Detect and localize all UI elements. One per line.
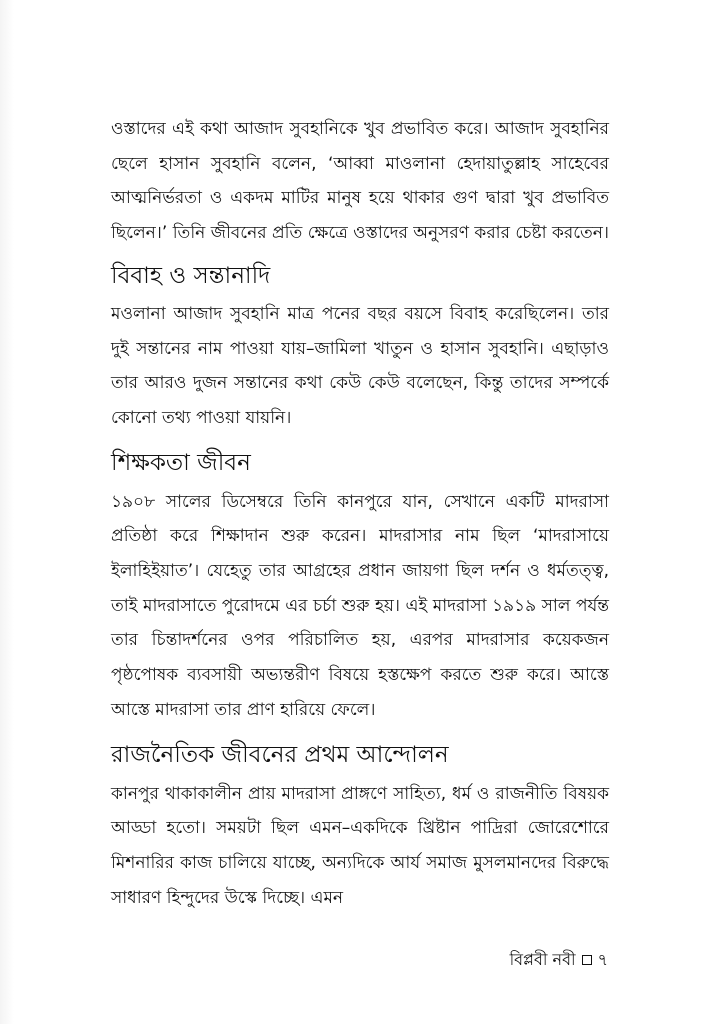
heading-teaching-life: শিক্ষকতা জীবন (111, 449, 251, 476)
page-footer (510, 950, 608, 970)
page-number: ৭ (597, 950, 608, 969)
running-book-title: বিপ্লবী নবী (509, 950, 576, 969)
paragraph-teaching: ১৯০৮ সালের ডিসেম্বরে তিনি কানপুরে যান, সেখানে একটি মাদরাসা প্রতিষ্ঠা করে শিক্ষাদান শুরু করেন। মাদরাসার নাম ছিল ‘মাদরাসায়ে ইলাহিইয়াত’। যেহেতু তার আগ্রহের প্রধান জায়গা ছিল দর্শন ও ধর্মতত্ত্ব, তাই মাদরাসাতে পুরোদমে এর চর্চা শুরু হয়। এই মাদরাসা ১৯১৯ সাল পর্যন্ত তার চিন্তাদর্শনের ওপর পরিচালিত হয়, এরপর মাদরাসার কয়েকজন পৃষ্ঠপোষক ব্যবসায়ী অভ্যন্তরীণ বিষয়ে হস্তক্ষেপ করতে শুরু করে। আস্তে আস্তে মাদরাসা তার প্রাণ হারিয়ে ফেলে। (111, 491, 609, 720)
page-body (111, 112, 609, 915)
square-separator-icon (582, 955, 592, 965)
paragraph-marriage: মওলানা আজাদ সুবহানি মাত্র পনের বছর বয়সে বিবাহ করেছিলেন। তার দুই সন্তানের নাম পাওয়া যায়–জামিলা খাতুন ও হাসান সুবহানি। এছাড়াও তার আরও দুজন সন্তানের কথা কেউ কেউ বলেছেন, কিন্তু তাদের সম্পর্কে কোনো তথ্য পাওয়া যায়নি। (111, 303, 609, 428)
paragraph-kanpur: কানপুর থাকাকালীন প্রায় মাদরাসা প্রাঙ্গণে সাহিত্য, ধর্ম ও রাজনীতি বিষয়ক আড্ডা হতো। সময়টা ছিল এমন–একদিকে খ্রিষ্টান পাদ্রিরা জোরেশোরে মিশনারির কাজ চালিয়ে যাচ্ছে, অন্যদিকে আর্য সমাজ মুসলমানদের বিরুদ্ধে সাধারণ হিন্দুদের উস্কে দিচ্ছে। এমন (111, 783, 609, 908)
paragraph-ustad-influence: ওস্তাদের এই কথা আজাদ সুবহানিকে খুব প্রভাবিত করে। আজাদ সুবহানির ছেলে হাসান সুবহানি বলেন, ‘আব্বা মাওলানা হেদায়াতুল্লাহ সাহেবের আত্মনির্ভরতা ও একদম মাটির মানুষ হয়ে থাকার গুণ দ্বারা খুব প্রভাবিত ছিলেন।’ তিনি জীবনের প্রতি ক্ষেত্রে ওস্তাদের অনুসরণ করার চেষ্টা করতেন। (111, 119, 610, 244)
heading-marriage-children: বিবাহ ও সন্তানাদি (111, 262, 271, 289)
heading-first-political-movement: রাজনৈতিক জীবনের প্রথম আন্দোলন (111, 741, 449, 768)
